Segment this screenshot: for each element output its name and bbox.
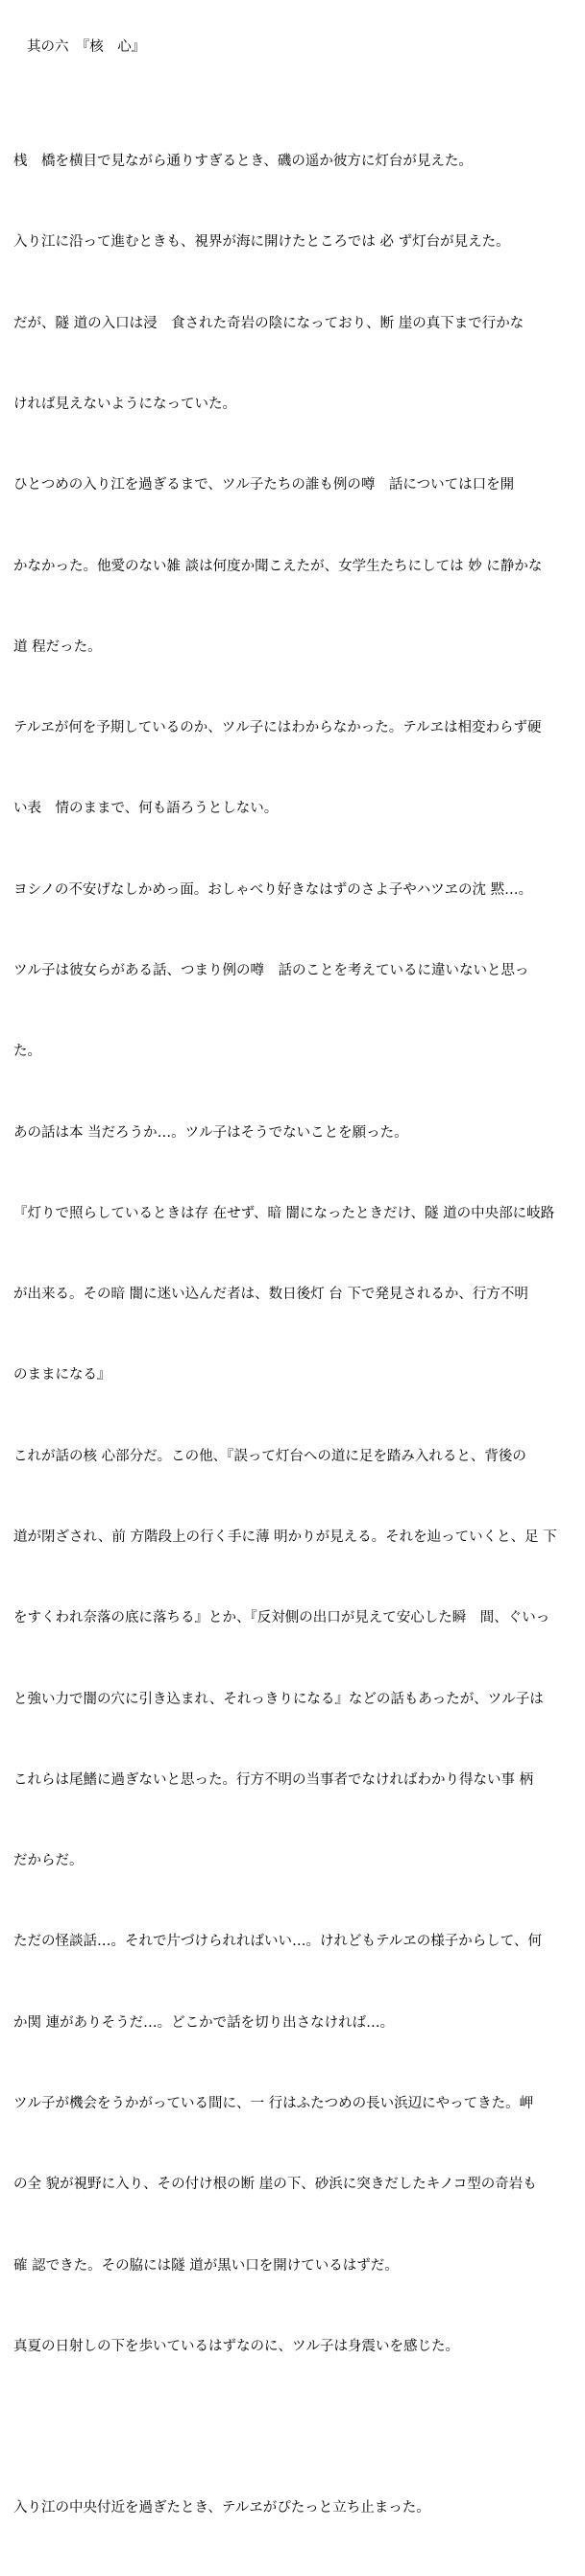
body-line: だからだ。	[13, 1853, 84, 1869]
body-line: 桟 橋を横目で見ながら通りすぎるとき、磯の遥か彼方に灯台が見えた。	[13, 154, 473, 170]
chapter-title: 其の六 『核 心』	[27, 39, 146, 55]
body-line: テルヱが何を予期しているのか、ツル子にはわからなかった。テルヱは相変わらず硬	[13, 720, 542, 736]
body-line: ければ見えないようになっていた。	[13, 397, 236, 413]
body-text	[13, 94, 580, 2576]
body-line: ひとつめの入り江を過ぎるまで、ツル子たちの誰も例の噂 話については口を開	[13, 477, 515, 494]
body-line: 『灯りで照らしているときは存 在せず、暗 闇になったときだけ、隧 道の中央部に岐路	[13, 1205, 555, 1221]
body-line: ヨシノの不安げなしかめっ面。おしゃべり好きなはずのさよ子やハツヱの沈 黙…。	[13, 881, 533, 898]
body-line: ただの怪談話…。それで片づけられればいい…。けれどもテルヱの様子からして、何	[13, 1934, 542, 1950]
body-line: の全 貌が視野に入り、その付け根の断 崖の下、砂浜に突きだしたキノコ型の奇岩も	[13, 2177, 537, 2193]
body-line: 確 認できた。その脇には隧 道が黒い口を開けているはずだ。	[13, 2257, 399, 2274]
body-line: これが話の核 心部分だ。この他、『誤って灯台への道に足を踏み入れると、背後の	[13, 1448, 526, 1464]
body-line: と強い力で闇の穴に引き込まれ、それっきりになる』などの話もあったが、ツル子は	[13, 1691, 544, 1707]
body-line: か関 連がありそうだ…。どこかで話を切り出さなければ…。	[13, 2014, 395, 2031]
body-line: だが、隧 道の入口は浸 食された奇岩の陰になっており、断 崖の真下まで行かな	[13, 315, 524, 331]
body-line: た。	[13, 1044, 41, 1060]
body-line: ツル子が機会をうかがっている間に、一 行はふたつめの長い浜辺にやってきた。岬	[13, 2095, 534, 2111]
body-line: 入り江に沿って進むときも、視界が海に開けたところでは 必 ず灯台が見えた。	[13, 234, 510, 251]
body-line: かなかった。他愛のない雑 談は何度か聞こえたが、女学生たちにしては 妙 に静かな	[13, 558, 543, 574]
body-line: これらは尾鰭に過ぎないと思った。行方不明の当事者でなければわかり得ない事 柄	[13, 1771, 534, 1788]
body-line: ツル子は彼女らがある話、つまり例の噂 話のことを考えているに違いないと思っ	[13, 963, 529, 978]
body-line: のままになる』	[13, 1367, 111, 1384]
body-line: 道 程だった。	[13, 638, 102, 655]
body-line: 入り江の中央付近を過ぎたとき、テルヱがぴたっと立ち止まった。	[13, 2500, 430, 2516]
body-line: をすくわれ奈落の底に落ちる』とか、『反対側の出口が見えて安心した瞬 間、ぐいっ	[13, 1610, 550, 1626]
body-line: い表 情のままで、何も語ろうとしない。	[13, 801, 279, 817]
body-line: が出来る。その暗 闇に迷い込んだ者は、数日後灯 台 下で発見されるか、行方不明	[13, 1287, 528, 1303]
paragraph-gap	[13, 2414, 580, 2441]
body-line: 道が閉ざされ、前 方階段上の行く手に薄 明かりが見える。それを辿っていくと、足 下	[13, 1529, 557, 1545]
body-line: あの話は本 当だろうか…。ツル子はそうでないことを願った。	[13, 1124, 408, 1141]
body-line: 真夏の日射しの下を歩いているはずなのに、ツル子は身震いを感じた。	[13, 2338, 459, 2354]
